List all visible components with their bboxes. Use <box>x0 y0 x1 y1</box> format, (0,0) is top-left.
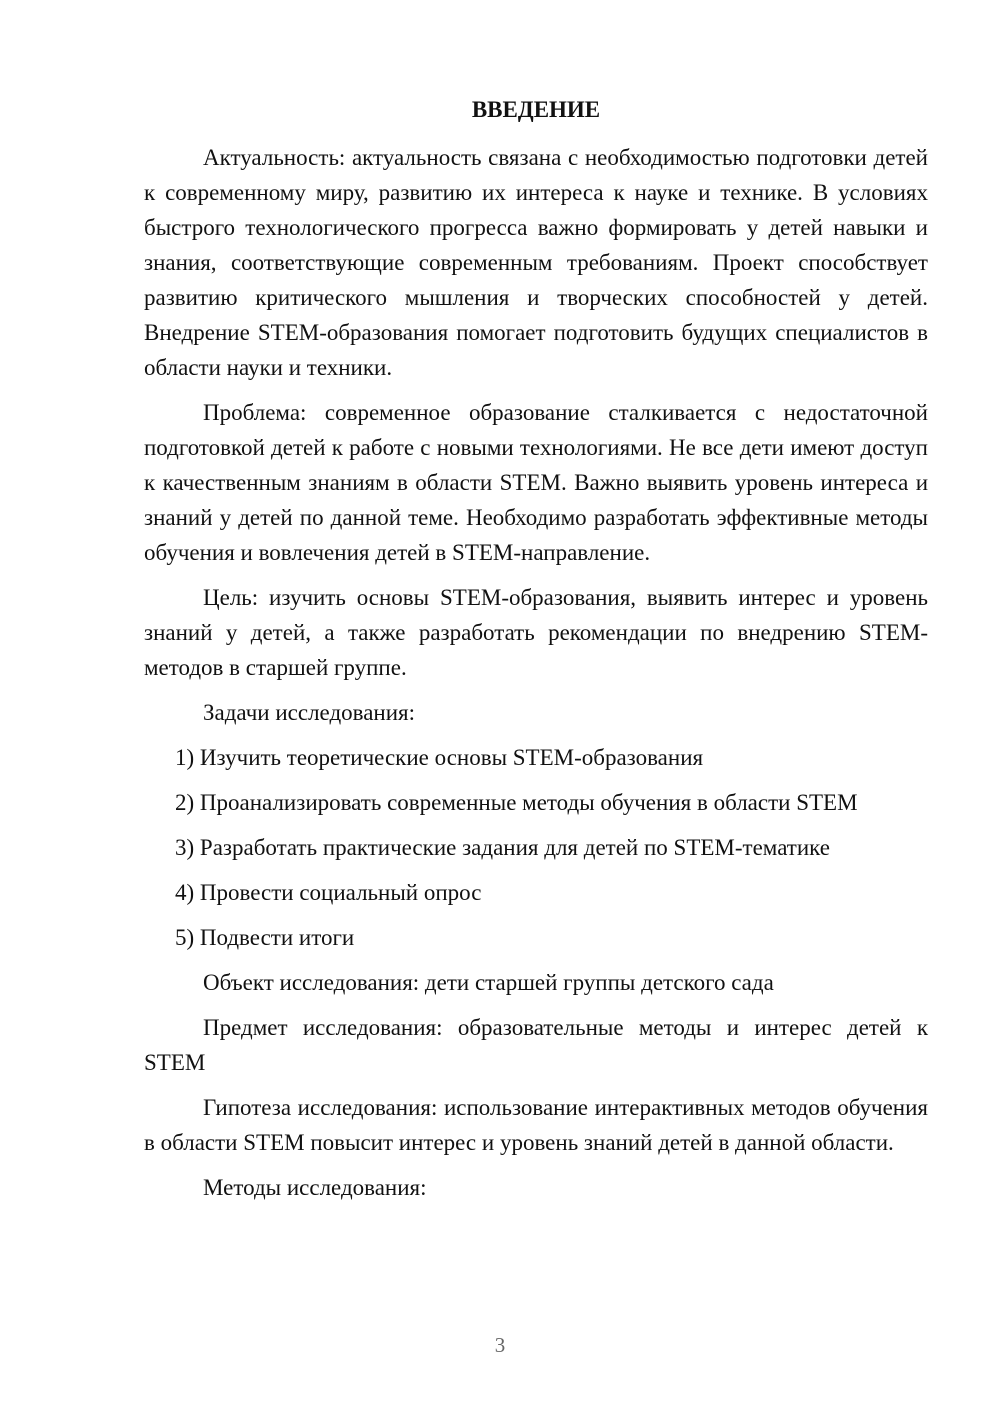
list-item: 3) Разработать практические задания для детей по STEM-тематике <box>175 835 830 860</box>
list-item: 2) Проанализировать современные методы обучения в области STEM <box>175 790 858 815</box>
paragraph-relevance: Актуальность: актуальность связана с необходимостью подготовки детей к современному миру, развитию их интереса к науке и технике. В условиях быстрого технологического прогресса важно формировать у детей навыки и знания, соответствующие современным требованиям. Проект способствует развитию критического мышления и творческих способностей у детей. Внедрение STEM-образования помогает подготовить будущих специалистов в области науки и техники. <box>144 145 928 380</box>
paragraph-subject: Предмет исследования: образовательные методы и интерес детей к STEM <box>144 1015 928 1075</box>
document-page <box>144 92 928 1205</box>
page-number: 3 <box>494 1333 506 1357</box>
list-item: 1) Изучить теоретические основы STEM-образования <box>175 745 704 770</box>
paragraph-object: Объект исследования: дети старшей группы детского сада <box>203 970 774 995</box>
paragraph-problem: Проблема: современное образование сталкивается с недостаточной подготовкой детей к работе с новыми технологиями. Не все дети имеют доступ к качественным знаниям в области STEM. Важно выявить уровень интереса и знаний у детей по данной теме. Необходимо разработать эффективные методы обучения и вовлечения детей в STEM-направление. <box>144 400 928 565</box>
methods-heading: Методы исследования: <box>203 1175 427 1200</box>
list-item: 5) Подвести итоги <box>175 925 355 950</box>
list-item: 4) Провести социальный опрос <box>175 880 482 905</box>
section-title: ВВЕДЕНИЕ <box>471 97 601 122</box>
paragraph-hypothesis: Гипотеза исследования: использование интерактивных методов обучения в области STEM повысит интерес и уровень знаний детей в данной области. <box>144 1095 928 1155</box>
tasks-heading: Задачи исследования: <box>203 700 416 725</box>
paragraph-goal: Цель: изучить основы STEM-образования, выявить интерес и уровень знаний у детей, а также разработать рекомендации по внедрению STEM-методов в старшей группе. <box>144 585 928 680</box>
tasks-list <box>144 740 928 955</box>
